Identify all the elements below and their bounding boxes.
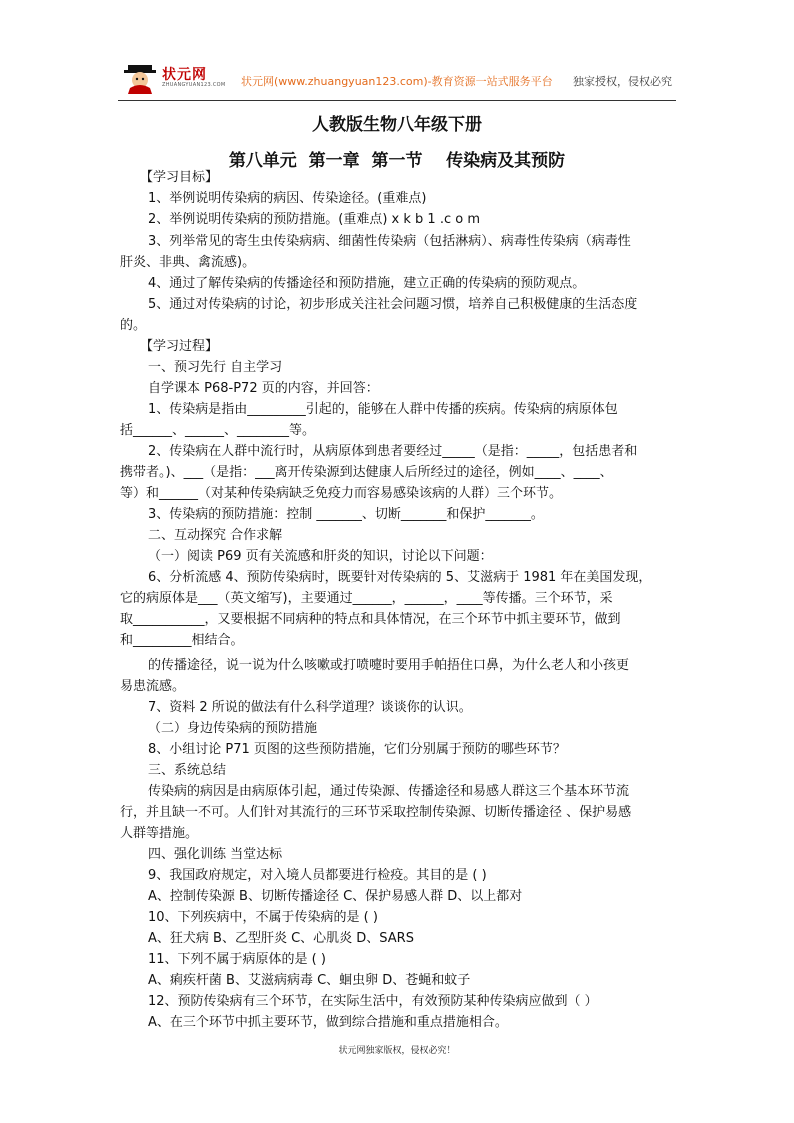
text-line: （二）身边传染病的预防措施 [148, 721, 318, 736]
text-line: 肝炎、非典、禽流感)。 [120, 255, 256, 270]
question-11: 11、下列不属于病原体的是 ( ) [148, 952, 326, 967]
text-line: 3、传染病的预防措施：控制 _______、切断_______和保护_______。 [148, 507, 544, 522]
document-title: 人教版生物八年级下册 [312, 115, 482, 135]
logo-subtext: ZHUANGYUAN123.COM [162, 82, 226, 88]
text-line: 和_________相结合。 [120, 633, 244, 648]
text-line: 2、举例说明传染病的预防措施。(重难点) x k b 1 .c o m [148, 212, 480, 227]
text-line: 4、通过了解传染病的传播途径和预防措施，建立正确的传染病的预防观点。 [148, 276, 586, 291]
text-line: 2、传染病在人群中流行时，从病原体到患者要经过_____（是指：_____，包括患者和 [148, 444, 638, 459]
text-line: 取___________，又要根据不同病种的特点和具体情况，在三个环节中抓主要环节，做到 [120, 612, 621, 627]
options-12: A、在三个环节中抓主要环节，做到综合措施和重点措施相合。 [148, 1015, 508, 1030]
text-line: 携带者。)、___（是指：___离开传染源到达健康人后所经过的途径，例如____、____、 [120, 465, 613, 480]
text-line: 1、传染病是指由_________引起的，能够在人群中传播的疾病。传染病的病原体包 [148, 402, 618, 417]
mascot-logo-icon [122, 62, 158, 94]
question-10: 10、下列疾病中，不属于传染病的是 ( ) [148, 910, 378, 925]
text-line: 6、分析流感 4、预防传染病时，既要针对传染病的 5、艾滋病于 1981 年在美国发现， [148, 570, 652, 585]
document-subtitle: 第八单元 第一章 第一节 传染病及其预防 [228, 151, 566, 171]
text-line: 括______、______、________等。 [120, 423, 316, 438]
section-heading-objectives: 【学习目标】 [140, 170, 219, 185]
text-line: 1、举例说明传染病的病因、传染途径。(重难点) [148, 191, 427, 206]
section-heading-process: 【学习过程】 [140, 339, 219, 354]
options-10: A、狂犬病 B、乙型肝炎 C、心肌炎 D、SARS [148, 931, 414, 946]
text-line: 它的病原体是___（英文缩写)，主要通过______，______，____等传播。三个环节，采 [120, 591, 613, 606]
text-line: 人群等措施。 [120, 826, 199, 841]
text-line: 的。 [120, 318, 147, 333]
question-12: 12、预防传染病有三个环节，在实际生活中，有效预防某种传染病应做到（ ） [148, 994, 598, 1009]
text-line: 8、小组讨论 P71 页图的这些预防措施，它们分别属于预防的哪些环节？ [148, 742, 566, 757]
text-line: 3、列举常见的寄生虫传染病病、细菌性传染病（包括淋病）、病毒性传染病（病毒性 [148, 234, 631, 249]
page-footer: 状元网独家版权，侵权必究！ [338, 1046, 456, 1056]
options-9: A、控制传染源 B、切断传播途径 C、保护易感人群 D、以上都对 [148, 889, 523, 904]
options-11: A、痢疾杆菌 B、艾滋病病毒 C、蛔虫卵 D、苍蝇和蚊子 [148, 973, 471, 988]
site-logo[interactable] [118, 60, 238, 96]
text-line: 行，并且缺一不可。人们针对其流行的三环节采取控制传染源、切断传播途径 、保护易感 [120, 805, 632, 820]
text-line: 自学课本 P68-P72 页的内容，并回答： [148, 381, 379, 396]
site-tagline-link[interactable]: 状元网(www.zhuangyuan123.com)-教育资源一站式服务平台 [241, 75, 553, 88]
text-line: 易患流感。 [120, 679, 186, 694]
text-line: 5、通过对传染病的讨论，初步形成关注社会问题习惯，培养自己积极健康的生活态度 [148, 297, 638, 312]
logo-text: 状元网 [162, 67, 207, 83]
text-line: 7、资料 2 所说的做法有什么科学道理？谈谈你的认识。 [148, 700, 472, 715]
question-9: 9、我国政府规定，对入境人员都要进行检疫。其目的是 ( ) [148, 868, 487, 883]
text-line: 二、互动探究 合作求解 [148, 528, 283, 543]
text-line: 三、系统总结 [148, 763, 227, 778]
copyright-notice: 独家授权，侵权必究 [573, 75, 672, 88]
text-line: 一、预习先行 自主学习 [148, 360, 283, 375]
text-line: 的传播途径，说一说为什么咳嗽或打喷嚏时要用手帕捂住口鼻，为什么老人和小孩更 [148, 658, 630, 673]
text-line: 等）和______（对某种传染病缺乏免疫力而容易感染该病的人群）三个环节。 [120, 486, 563, 501]
text-line: （一）阅读 P69 页有关流感和肝炎的知识，讨论以下问题： [148, 549, 493, 564]
text-line: 四、强化训练 当堂达标 [148, 847, 283, 862]
page-header [118, 58, 676, 101]
text-line: 传染病的病因是由病原体引起，通过传染源、传播途径和易感人群这三个基本环节流 [148, 784, 630, 799]
